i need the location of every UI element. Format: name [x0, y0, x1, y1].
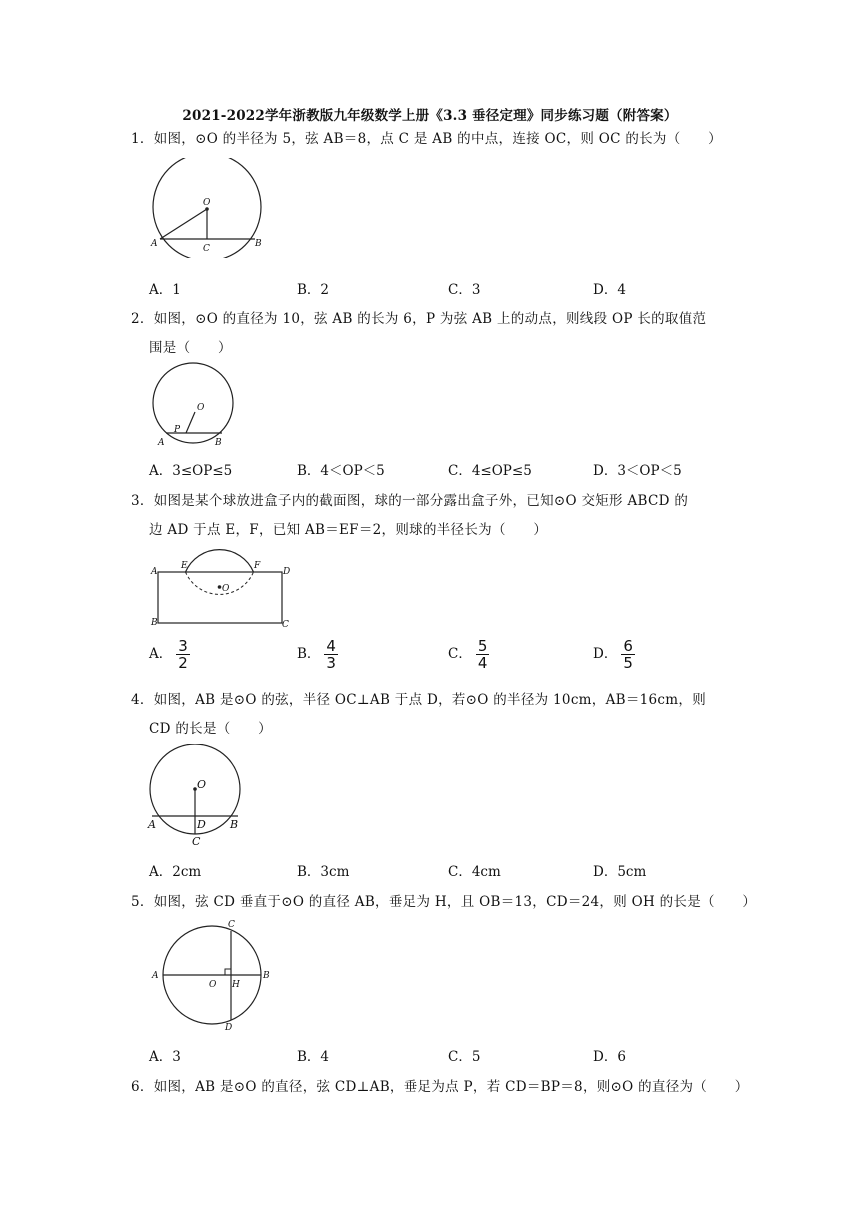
q3-option-b: B． $\frac{4}{3}$ [297, 637, 336, 672]
q2-text-line2: 围是（ ） [149, 340, 232, 356]
q2-option-c: C．4≤OP≤5 [448, 463, 532, 479]
q2-label-a: A [158, 438, 165, 448]
q6-text: 6．如图，AB 是⊙O 的直径，弦 CD⊥AB，垂足为点 P，若 CD＝BP＝8，则⊙O 的直径为（ ） [131, 1079, 749, 1095]
q3-option-a-fraction: $\frac{3}{2}$ [178, 637, 188, 672]
q3-option-c-fraction: $\frac{5}{4}$ [477, 637, 488, 672]
q5-option-a: A．3 [149, 1049, 181, 1065]
q4-figure [145, 744, 245, 850]
q4-text-line1: 4．如图，AB 是⊙O 的弦，半径 OC⊥AB 于点 D，若⊙O 的半径为 10cm，AB＝16cm，则 [131, 692, 706, 708]
q3-option-b-fraction: $\frac{4}{3}$ [326, 637, 336, 672]
q3-figure [148, 544, 298, 630]
q1-text: 1．如图，⊙O 的半径为 5，弦 AB＝8，点 C 是 AB 的中点，连接 OC，则 OC 的长为（ ） [131, 131, 722, 147]
q4-option-b: B．3cm [297, 864, 350, 880]
q4-text-line2: CD 的长是（ ） [149, 721, 272, 737]
q3-text-line1: 3．如图是某个球放进盒子内的截面图，球的一部分露出盒子外，已知⊙O 交矩形 ABCD 的 [131, 493, 689, 509]
q2-label-p: P [174, 425, 181, 435]
q2-label-o: O [197, 403, 205, 413]
q5-label-h: H [232, 980, 240, 990]
q2-figure [148, 362, 243, 450]
q5-option-c: C．5 [448, 1049, 481, 1065]
q5-label-c: C [228, 920, 235, 930]
q2-option-a: A．3≤OP≤5 [149, 463, 233, 479]
q5-label-d: D [225, 1023, 233, 1033]
q1-label-b: B [255, 239, 262, 249]
q4-label-o: O [197, 778, 207, 791]
q3-label-d: D [283, 567, 291, 577]
q5-text: 5．如图，弦 CD 垂直于⊙O 的直径 AB，垂足为 H，且 OB＝13，CD＝24，则 OH 的长是（ ） [131, 894, 757, 910]
q1-label-a: A [151, 239, 158, 249]
q4-label-a: A [148, 818, 156, 831]
q3-option-d-fraction: $\frac{6}{5}$ [623, 637, 633, 672]
q2-option-d: D．3＜OP＜5 [593, 463, 682, 479]
q4-option-a: A．2cm [149, 864, 202, 880]
q1-option-a: A．1 [149, 282, 181, 298]
q4-label-b: B [230, 818, 239, 831]
q3-option-c: C． $\frac{5}{4}$ [448, 637, 488, 672]
q5-label-a: A [152, 971, 159, 981]
q3-label-b: B [151, 618, 158, 628]
q2-text-line1: 2．如图，⊙O 的直径为 10，弦 AB 的长为 6，P 为弦 AB 上的动点，则线段 OP 长的取值范 [131, 311, 707, 327]
q4-label-d: D [197, 818, 206, 831]
q3-label-c: C [282, 620, 289, 630]
q1-figure [148, 158, 268, 258]
q5-option-d: D．6 [593, 1049, 626, 1065]
q1-option-b: B．2 [297, 282, 330, 298]
q3-label-o: O [222, 584, 230, 594]
q5-label-b: B [263, 971, 270, 981]
q4-label-c: C [192, 835, 201, 848]
q4-option-d: D．5cm [593, 864, 647, 880]
q3-option-a: A． $\frac{3}{2}$ [149, 637, 188, 672]
q3-text-line2: 边 AD 于点 E，F，已知 AB＝EF＝2，则球的半径长为（ ） [149, 522, 548, 538]
q3-label-f: F [254, 561, 261, 571]
q3-label-e: E [181, 561, 188, 571]
document-title: 2021-2022学年浙教版九年级数学上册《3.3 垂径定理》同步练习题（附答案） [182, 108, 678, 124]
q4-option-c: C．4cm [448, 864, 501, 880]
q5-label-o: O [209, 980, 217, 990]
q3-label-a: A [151, 567, 158, 577]
q2-label-b: B [215, 438, 222, 448]
q2-option-b: B．4＜OP＜5 [297, 463, 385, 479]
q5-option-b: B．4 [297, 1049, 330, 1065]
q1-option-d: D．4 [593, 282, 626, 298]
q1-option-c: C．3 [448, 282, 481, 298]
q5-figure [146, 915, 276, 1035]
q1-label-c: C [203, 244, 210, 254]
q3-option-d: D． $\frac{6}{5}$ [593, 637, 633, 672]
q1-label-o: O [203, 198, 211, 208]
